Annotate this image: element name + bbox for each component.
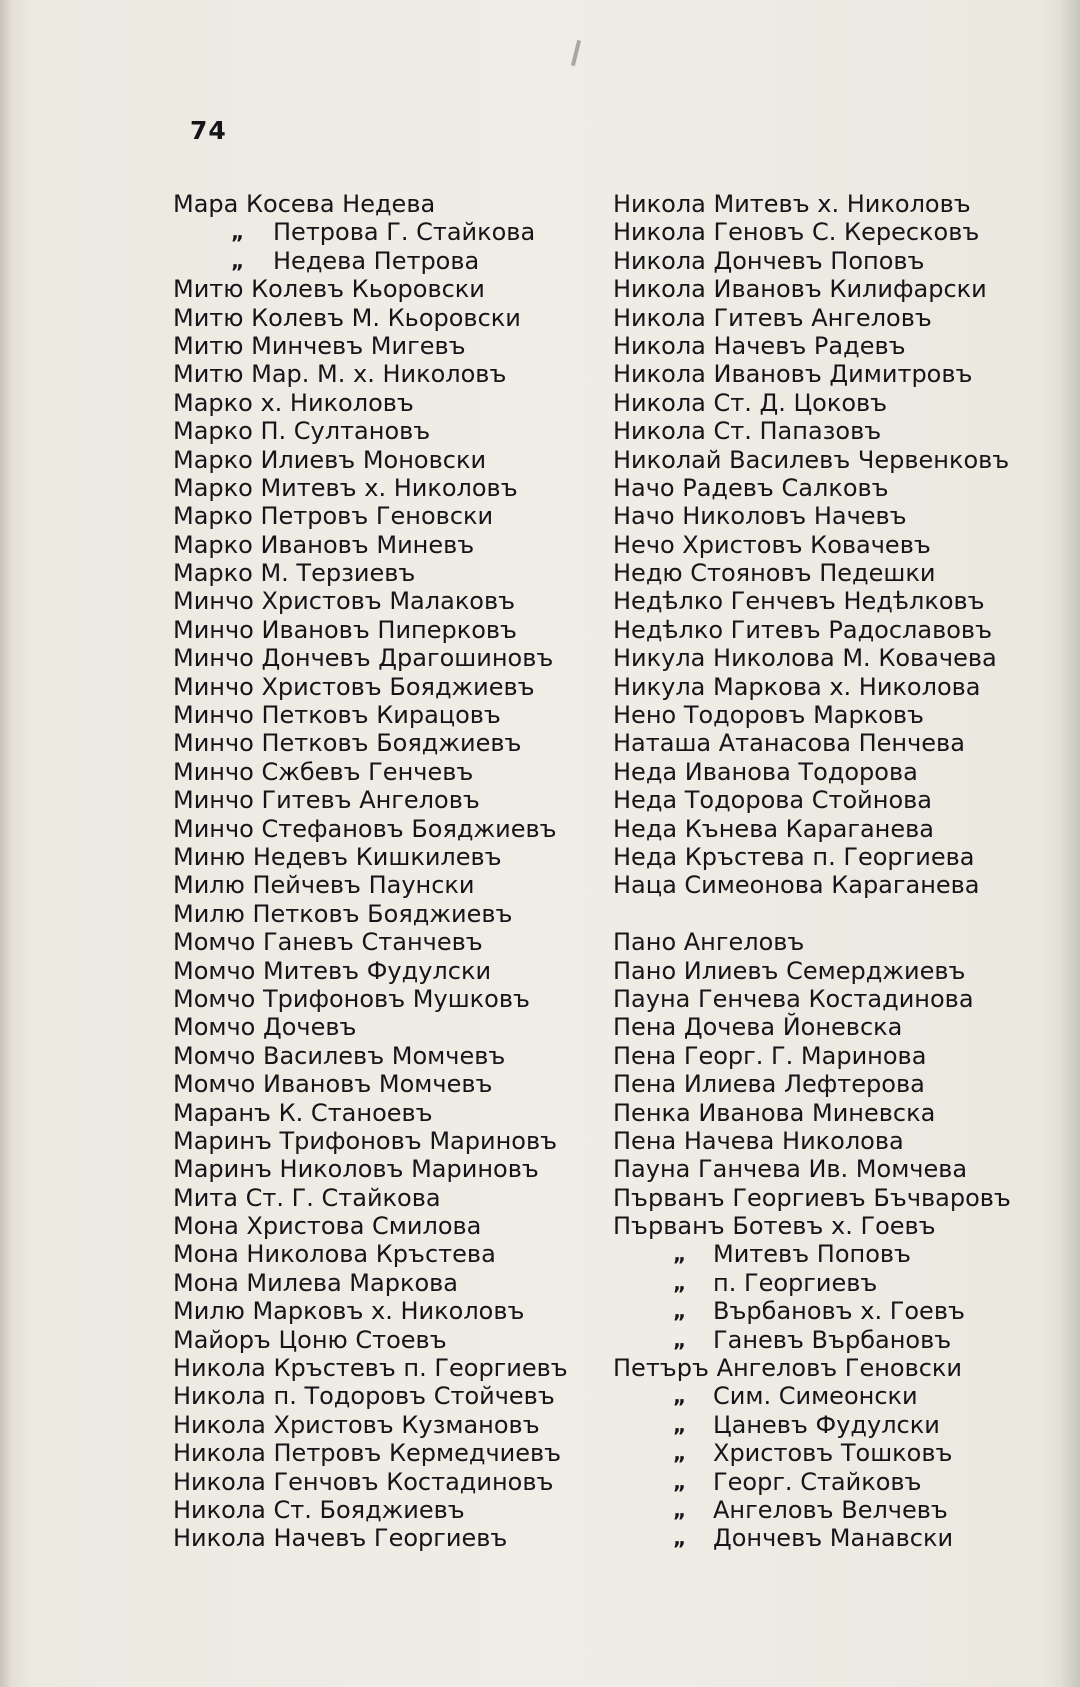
name-entry [173, 1099, 593, 1127]
name-entry [173, 304, 593, 332]
name-text: Никола Геновъ С. Кересковъ [613, 218, 980, 247]
name-text: Неда Тодорова Стойнова [613, 786, 933, 815]
name-entry [613, 871, 1053, 899]
name-entry [173, 1411, 593, 1439]
name-entry [613, 190, 1053, 218]
name-text: Николай Василевъ Червенковъ [613, 445, 1010, 474]
name-entry [613, 474, 1053, 502]
name-text: Марко Петровъ Геновски [173, 502, 494, 531]
ditto-mark: „ [673, 1441, 687, 1466]
ditto-mark: „ [673, 1299, 687, 1324]
name-text: Недѣлко Генчевъ Недѣлковъ [613, 587, 985, 616]
name-text: Недю Стояновъ Педешки [613, 559, 936, 588]
name-entry [173, 417, 593, 445]
name-text: Първанъ Георгиевъ Бъчваровъ [613, 1183, 1011, 1212]
name-entry [613, 417, 1053, 445]
name-text: Никула Николова М. Ковачева [613, 644, 997, 673]
name-text: Начо Радевъ Салковъ [613, 473, 889, 502]
name-entry [613, 644, 1053, 672]
name-entry [613, 1127, 1053, 1155]
name-text: Марко Илиевъ Моновски [173, 445, 487, 474]
name-text: Милю Марковъ х. Николовъ [173, 1297, 525, 1326]
name-entry [613, 1212, 1053, 1240]
name-entry [173, 1326, 593, 1354]
name-entry [173, 446, 593, 474]
name-entry [173, 1439, 593, 1467]
name-entry [173, 644, 593, 672]
name-text: Майоръ Цоню Стоевъ [173, 1325, 447, 1354]
ditto-mark: „ [231, 220, 245, 245]
name-text: Дончевъ Манавски [713, 1524, 954, 1553]
name-text: Пена Начева Николова [613, 1126, 904, 1155]
name-text: Никола Ст. Бояджиевъ [173, 1495, 465, 1524]
name-entry [613, 275, 1053, 303]
name-entry [613, 985, 1053, 1013]
name-entry [613, 1411, 1053, 1439]
name-text: Недева Петрова [273, 246, 480, 275]
name-text: Петрова Г. Стайкова [273, 218, 536, 247]
name-text: Минчо Дончевъ Драгошиновъ [173, 644, 554, 673]
name-text: Митевъ Поповъ [713, 1240, 911, 1269]
name-text: Минчо Ивановъ Пиперковъ [173, 615, 518, 644]
name-text: Начо Николовъ Начевъ [613, 502, 907, 531]
name-text: Маринъ Николовъ Мариновъ [173, 1155, 539, 1184]
name-text: Наташа Атанасова Пенчева [613, 729, 965, 758]
name-entry [613, 1439, 1053, 1467]
name-entry [613, 701, 1053, 729]
name-text: Минчо Христовъ Малаковъ [173, 587, 516, 616]
name-text: Митю Колевъ М. Кьоровски [173, 303, 521, 332]
name-entry [173, 587, 593, 615]
name-text: Никола Христовъ Кузмановъ [173, 1410, 540, 1439]
name-entry [173, 673, 593, 701]
name-text: п. Георгиевъ [713, 1268, 878, 1297]
name-entry [173, 1013, 593, 1041]
name-entry [173, 1354, 593, 1382]
name-text: Неда Кънева Караганева [613, 814, 934, 843]
name-text: Ангеловъ Велчевъ [713, 1495, 948, 1524]
ditto-mark: „ [673, 1384, 687, 1409]
name-entry [613, 1524, 1053, 1552]
name-text: Пауна Ганчева Ив. Момчева [613, 1155, 968, 1184]
name-entry [613, 843, 1053, 871]
name-entry [173, 1297, 593, 1325]
name-entry [613, 957, 1053, 985]
name-entry [173, 247, 593, 275]
name-text: Марко Митевъ х. Николовъ [173, 473, 518, 502]
name-text: Минчо Христовъ Бояджиевъ [173, 672, 535, 701]
name-text: Никола Ст. Д. Цоковъ [613, 388, 888, 417]
name-text: Минчо Стефановъ Бояджиевъ [173, 814, 557, 843]
name-entry [173, 1070, 593, 1098]
name-entry [173, 502, 593, 530]
name-text: Ганевъ Върбановъ [713, 1325, 952, 1354]
name-text: Пена Дочева Йоневска [613, 1013, 903, 1042]
name-text: Минчо Петковъ Бояджиевъ [173, 729, 522, 758]
name-entry [613, 304, 1053, 332]
name-text: Пена Георг. Г. Маринова [613, 1041, 927, 1070]
name-entry [613, 247, 1053, 275]
name-text: Недѣлко Гитевъ Радославовъ [613, 615, 993, 644]
ditto-mark: „ [673, 1497, 687, 1522]
name-text: Наца Симеонова Караганева [613, 871, 980, 900]
name-text: Момчо Ганевъ Станчевъ [173, 928, 483, 957]
name-text: Никола п. Тодоровъ Стойчевъ [173, 1382, 555, 1411]
name-text: Никола Ивановъ Килифарски [613, 275, 987, 304]
name-entry [173, 1269, 593, 1297]
name-entry [613, 1240, 1053, 1268]
name-text: Минчо Петковъ Кирацовъ [173, 701, 501, 730]
page-spine-shadow [0, 0, 12, 1687]
name-entry [173, 1212, 593, 1240]
name-text: Мона Николова Кръстева [173, 1240, 496, 1269]
ditto-mark: „ [231, 248, 245, 273]
name-text: Пано Илиевъ Семерджиевъ [613, 956, 966, 985]
name-entry [173, 389, 593, 417]
name-entry [173, 616, 593, 644]
name-entry [613, 1297, 1053, 1325]
name-text: Момчо Трифоновъ Мушковъ [173, 984, 530, 1013]
name-list-right-column [613, 190, 1053, 1553]
ditto-mark: „ [673, 1242, 687, 1267]
name-entry [613, 1184, 1053, 1212]
name-text: Пена Илиева Лефтерова [613, 1070, 925, 1099]
ditto-mark: „ [673, 1526, 687, 1551]
name-entry [173, 1127, 593, 1155]
name-entry [613, 587, 1053, 615]
name-entry [173, 1240, 593, 1268]
name-entry [613, 1496, 1053, 1524]
name-entry [613, 446, 1053, 474]
name-text: Първанъ Ботевъ х. Гоевъ [613, 1212, 936, 1241]
name-text: Мона Христова Смилова [173, 1212, 482, 1241]
name-text: Марко Ивановъ Миневъ [173, 530, 475, 559]
ditto-mark: „ [673, 1327, 687, 1352]
name-entry [613, 1070, 1053, 1098]
name-entry [613, 1382, 1053, 1410]
name-text: Неда Кръстева п. Георгиева [613, 842, 975, 871]
name-entry [613, 1042, 1053, 1070]
name-text: Митю Колевъ Кьоровски [173, 275, 485, 304]
name-text: Минчо Гитевъ Ангеловъ [173, 786, 480, 815]
name-entry [173, 729, 593, 757]
name-text: Марко х. Николовъ [173, 388, 414, 417]
name-entry [613, 786, 1053, 814]
name-text: Никола Митевъ х. Николовъ [613, 190, 971, 218]
name-entry [173, 1524, 593, 1552]
name-entry [173, 1184, 593, 1212]
name-entry [173, 360, 593, 388]
name-entry [613, 815, 1053, 843]
name-text: Маранъ К. Станоевъ [173, 1098, 433, 1127]
name-text: Неда Иванова Тодорова [613, 757, 918, 786]
name-entry [613, 1269, 1053, 1297]
name-text: Никола Начевъ Радевъ [613, 331, 906, 360]
name-entry [613, 389, 1053, 417]
name-entry [613, 502, 1053, 530]
name-entry [613, 559, 1053, 587]
ditto-mark: „ [673, 1412, 687, 1437]
name-text: Пенка Иванова Миневска [613, 1098, 936, 1127]
name-text: Минчо Сжбевъ Генчевъ [173, 757, 474, 786]
name-text: Цаневъ Фудулски [713, 1410, 940, 1439]
name-text: Милю Пейчевъ Паунски [173, 871, 475, 900]
name-text: Никола Петровъ Кермедчиевъ [173, 1439, 562, 1468]
name-entry [613, 729, 1053, 757]
name-entry [613, 531, 1053, 559]
name-text: Мита Ст. Г. Стайкова [173, 1183, 441, 1212]
name-entry [613, 218, 1053, 246]
name-text: Георг. Стайковъ [713, 1467, 922, 1496]
name-entry [613, 1326, 1053, 1354]
name-text: Маринъ Трифоновъ Мариновъ [173, 1126, 558, 1155]
name-text: Върбановъ х. Гоевъ [713, 1297, 965, 1326]
name-text: Никола Гитевъ Ангеловъ [613, 303, 932, 332]
name-entry [613, 1468, 1053, 1496]
name-entry [173, 190, 593, 218]
name-entry [613, 616, 1053, 644]
name-text: Никола Кръстевъ п. Георгиевъ [173, 1354, 568, 1383]
name-text: Сим. Симеонски [713, 1382, 918, 1411]
name-entry [613, 928, 1053, 956]
name-entry [173, 758, 593, 786]
name-entry [173, 985, 593, 1013]
name-text: Митю Минчевъ Мигевъ [173, 331, 466, 360]
name-text: Митю Мар. М. х. Николовъ [173, 360, 507, 389]
name-text: Мона Милева Маркова [173, 1268, 458, 1297]
name-entry [173, 871, 593, 899]
name-text: Момчо Митевъ Фудулски [173, 956, 492, 985]
name-entry [613, 758, 1053, 786]
name-text: Пауна Генчева Костадинова [613, 984, 974, 1013]
name-entry [173, 275, 593, 303]
name-entry [173, 1382, 593, 1410]
name-text: Мара Косева Недева [173, 190, 436, 218]
ditto-mark: „ [673, 1469, 687, 1494]
name-text: Петъръ Ангеловъ Геновски [613, 1354, 963, 1383]
name-text: Никола Дончевъ Поповъ [613, 246, 925, 275]
name-entry [173, 1155, 593, 1183]
name-text: Пано Ангеловъ [613, 928, 805, 957]
name-text: Нечо Христовъ Ковачевъ [613, 530, 931, 559]
name-text: Христовъ Тошковъ [713, 1439, 953, 1468]
name-text: Марко М. Терзиевъ [173, 559, 416, 588]
name-entry [173, 1468, 593, 1496]
name-entry [613, 1155, 1053, 1183]
name-entry [613, 1354, 1053, 1382]
name-entry [613, 673, 1053, 701]
ink-mark [571, 40, 581, 66]
name-entry [173, 928, 593, 956]
name-entry [173, 843, 593, 871]
ditto-mark: „ [673, 1270, 687, 1295]
name-entry [173, 957, 593, 985]
name-text: Никола Ивановъ Димитровъ [613, 360, 973, 389]
name-text: Миню Недевъ Кишкилевъ [173, 842, 502, 871]
name-entry [173, 559, 593, 587]
name-text: Момчо Василевъ Момчевъ [173, 1041, 506, 1070]
name-entry [173, 474, 593, 502]
name-text: Момчо Ивановъ Момчевъ [173, 1070, 493, 1099]
name-entry [613, 1013, 1053, 1041]
page-edge-shadow [1060, 0, 1080, 1687]
name-entry [173, 786, 593, 814]
name-text: Нено Тодоровъ Марковъ [613, 701, 925, 730]
name-entry [613, 332, 1053, 360]
name-entry [613, 360, 1053, 388]
name-entry [173, 332, 593, 360]
page-number: 74 [190, 116, 227, 145]
name-text: Марко П. Султановъ [173, 417, 431, 446]
name-list-left-column [173, 190, 593, 1553]
name-text: Момчо Дочевъ [173, 1013, 357, 1042]
name-entry [173, 218, 593, 246]
name-entry [173, 900, 593, 928]
name-text: Никола Начевъ Георгиевъ [173, 1524, 508, 1553]
name-entry [173, 815, 593, 843]
name-entry [173, 1042, 593, 1070]
name-text: Никула Маркова х. Николова [613, 672, 981, 701]
name-entry [613, 1099, 1053, 1127]
blank-line [613, 900, 1053, 928]
name-text: Никола Генчовъ Костадиновъ [173, 1467, 554, 1496]
name-entry [173, 1496, 593, 1524]
name-entry [173, 701, 593, 729]
name-text: Милю Петковъ Бояджиевъ [173, 899, 513, 928]
name-text: Никола Ст. Папазовъ [613, 417, 882, 446]
name-entry [173, 531, 593, 559]
